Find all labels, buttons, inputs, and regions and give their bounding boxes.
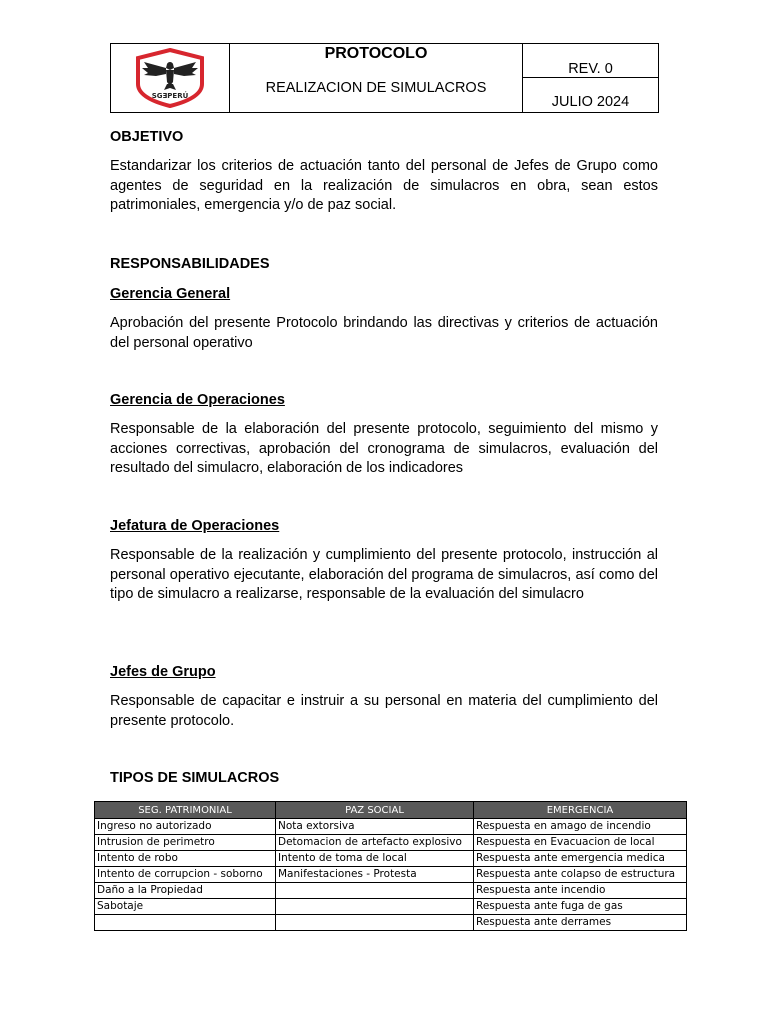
column-header: SEG. PATRIMONIAL	[95, 802, 276, 819]
role-text-gerencia-operaciones: Responsable de la elaboración del presente protocolo, seguimiento del mismo y acciones correctivas, aprobación del cronograma de simulacros, evaluación del resultado del simulacro, elaboración de los indicadores	[110, 421, 658, 476]
table-cell: Intento de corrupcion - soborno	[95, 867, 276, 883]
role-title-gerencia-general: Gerencia General	[110, 286, 231, 302]
table-cell: Respuesta ante incendio	[474, 883, 687, 899]
table-cell	[95, 915, 276, 931]
objetivo-text: Estandarizar los criterios de actuación tanto del personal de Jefes de Grupo como agentes de seguridad en la realización de simulacros en obra, sean estos patrimoniales, emergencia y/o de paz social.	[110, 158, 658, 213]
role-title-gerencia-operaciones: Gerencia de Operaciones	[110, 392, 285, 408]
document-header	[110, 43, 659, 113]
table-cell: Intento de toma de local	[276, 851, 474, 867]
table-cell: Respuesta ante fuga de gas	[474, 899, 687, 915]
simulacros-table	[94, 801, 687, 931]
table-cell: Daño a la Propiedad	[95, 883, 276, 899]
section-title-responsabilidades: RESPONSABILIDADES	[110, 256, 270, 272]
section-title-objetivo: OBJETIVO	[110, 129, 184, 145]
logo-cell	[111, 44, 230, 112]
table-cell: Respuesta en amago de incendio	[474, 819, 687, 835]
table-row	[95, 883, 687, 899]
table-cell: Ingreso no autorizado	[95, 819, 276, 835]
revision-number: REV. 0	[523, 44, 658, 78]
table-cell: Respuesta ante emergencia medica	[474, 851, 687, 867]
table-row	[95, 915, 687, 931]
column-header: PAZ SOCIAL	[276, 802, 474, 819]
table-cell	[276, 883, 474, 899]
table-cell: Detomacion de artefacto explosivo	[276, 835, 474, 851]
title-cell	[230, 44, 523, 112]
table-row	[95, 819, 687, 835]
table-cell	[276, 915, 474, 931]
table-row	[95, 867, 687, 883]
table-row	[95, 835, 687, 851]
logo-text: SGƎPERÚ	[151, 92, 189, 100]
table-row	[95, 851, 687, 867]
table-row	[95, 899, 687, 915]
table-cell: Intrusion de perimetro	[95, 835, 276, 851]
table-cell: Respuesta en Evacuacion de local	[474, 835, 687, 851]
document-title: PROTOCOLO	[324, 45, 428, 62]
table-cell: Intento de robo	[95, 851, 276, 867]
table-cell: Sabotaje	[95, 899, 276, 915]
revision-cell	[523, 44, 658, 112]
table-cell	[276, 899, 474, 915]
role-text-jefes-grupo: Responsable de capacitar e instruir a su personal en materia del cumplimiento del presente protocolo.	[110, 693, 658, 729]
table-header-row	[95, 802, 687, 819]
role-title-jefes-grupo: Jefes de Grupo	[110, 664, 216, 680]
column-header: EMERGENCIA	[474, 802, 687, 819]
table-cell: Manifestaciones - Protesta	[276, 867, 474, 883]
role-text-jefatura-operaciones: Responsable de la realización y cumplimiento del presente protocolo, instrucción al personal operativo ejecutante, elaboración del programa de simulacros, así como del tipo de simulacro a realizarse, responsable de la evaluación del simulacro	[110, 547, 658, 602]
table-cell: Respuesta ante derrames	[474, 915, 687, 931]
company-logo	[134, 48, 206, 108]
revision-date: JULIO 2024	[551, 94, 630, 110]
table-cell: Nota extorsiva	[276, 819, 474, 835]
document-subtitle: REALIZACION DE SIMULACROS	[265, 80, 487, 96]
role-text-gerencia-general: Aprobación del presente Protocolo brindando las directivas y criterios de actuación del personal operativo	[110, 315, 658, 351]
role-title-jefatura-operaciones: Jefatura de Operaciones	[110, 518, 280, 534]
section-title-tipos: TIPOS DE SIMULACROS	[110, 770, 280, 786]
table-cell: Respuesta ante colapso de estructura	[474, 867, 687, 883]
